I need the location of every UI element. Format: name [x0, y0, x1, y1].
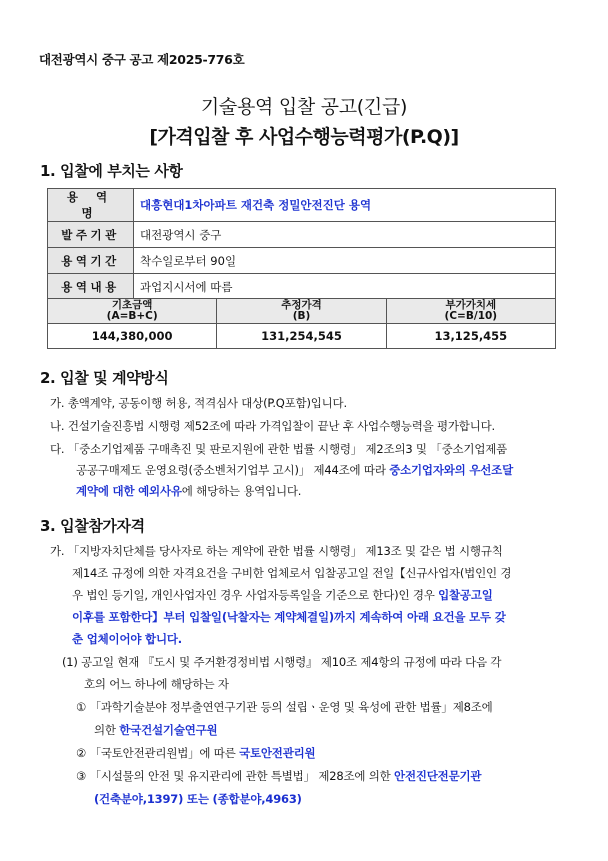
section3-heading: 3. 입찰참가자격 [40, 517, 145, 535]
table-row [48, 222, 556, 248]
section3-item2: ② 「국토안전관리원법」에 따른 국토안전관리원 [76, 746, 316, 760]
section3-item-a-line4: 이후를 포함한다】부터 입찰일(낙찰자는 계약체결일)까지 계속하여 아래 요건을 모두 갖 [72, 610, 506, 624]
table-row [48, 248, 556, 274]
row-label: 용역내용 [48, 274, 134, 300]
section3-item-a-line5: 춘 업체이어야 합니다. [72, 632, 182, 646]
notice-number: 대전광역시 중구 공고 제2025-776호 [39, 52, 245, 67]
vat-header: 부가가치세 (C=B/10) [386, 299, 555, 324]
row-label: 용 역 명 [48, 189, 134, 222]
section2-item-c-line1: 다. 「중소기업제품 구매촉진 및 판로지원에 관한 법률 시행령」 제2조의3 및 「중소기업제품 [50, 442, 508, 456]
price-value-row [48, 324, 556, 349]
vat-value: 13,125,455 [386, 324, 555, 349]
project-name-value: 대흥현대1차아파트 재건축 정밀안전진단 용역 [134, 189, 556, 222]
section2-heading: 2. 입찰 및 계약방식 [40, 369, 169, 387]
price-table [47, 298, 556, 349]
section3-item1-line2: 의한 한국건설기술연구원 [94, 723, 218, 737]
row-label: 용역기간 [48, 248, 134, 274]
document-subtitle: [가격입찰 후 사업수행능력평가(P.Q)] [149, 126, 459, 148]
ordering-agency-value: 대전광역시 중구 [134, 222, 556, 248]
section3-item-a-line3: 우 법인 등기일, 개인사업자인 경우 사업자등록일을 기준으로 한다)인 경우 입찰공고일 [72, 588, 493, 602]
bid-info-table [47, 188, 556, 300]
base-amount-header: 기초금액 (A=B+C) [48, 299, 217, 324]
section2-item-b: 나. 건설기술진흥법 시행령 제52조에 따라 가격입찰이 끝난 후 사업수행능력을 평가합니다. [50, 419, 495, 433]
section3-sub1-line1: (1) 공고일 현재 『도시 및 주거환경정비법 시행령』 제10조 제4항의 규정에 따라 다음 각 [62, 655, 502, 669]
row-label: 발주기관 [48, 222, 134, 248]
base-amount-value: 144,380,000 [48, 324, 217, 349]
section2-item-c-line3: 계약에 대한 예외사유에 해당하는 용역입니다. [76, 484, 302, 498]
price-header-row [48, 299, 556, 324]
estimated-price-header: 추정가격 (B) [217, 299, 386, 324]
section1-heading: 1. 입찰에 부치는 사항 [40, 162, 183, 180]
section3-item-a-line1: 가. 「지방자치단체를 당사자로 하는 계약에 관한 법률 시행령」 제13조 및 같은 법 시행규칙 [50, 544, 503, 558]
service-content-value: 과업지시서에 따름 [134, 274, 556, 300]
section3-item3-line2: (건축분야,1397) 또는 (종합분야,4963) [94, 792, 302, 806]
section2-item-c-line2: 공공구매제도 운영요령(중소벤처기업부 고시)」 제44조에 따라 중소기업자와의 우선조달 [76, 463, 514, 477]
section3-item3-line1: ③ 「시설물의 안전 및 유지관리에 관한 특별법」 제28조에 의한 안전진단전문기관 [76, 769, 482, 783]
section3-item1-line1: ① 「과학기술분야 정부출연연구기관 등의 설립ㆍ운영 및 육성에 관한 법률」제8조에 [76, 700, 493, 714]
document-title: 기술용역 입찰 공고(긴급) [200, 96, 408, 118]
section2-item-a: 가. 총액계약, 공동이행 허용, 적격심사 대상(P.Q포함)입니다. [50, 396, 347, 410]
service-period-value: 착수일로부터 90일 [134, 248, 556, 274]
table-row [48, 189, 556, 222]
section3-item-a-line2: 제14조 규정에 의한 자격요건을 구비한 업체로서 입찰공고일 전일【신규사업자(법인인 경 [72, 566, 512, 580]
section3-sub1-line2: 호의 어느 하나에 해당하는 자 [84, 677, 229, 691]
estimated-price-value: 131,254,545 [217, 324, 386, 349]
table-row [48, 274, 556, 300]
